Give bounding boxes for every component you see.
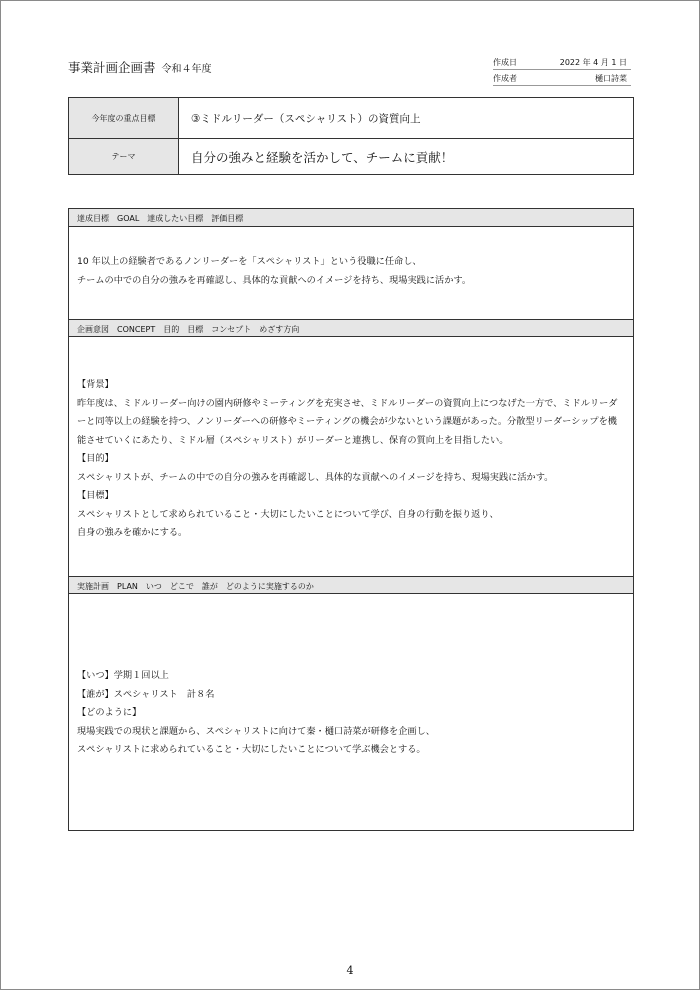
goal-section-body — [77, 253, 625, 290]
focus-label: 今年度の重点目標 — [69, 98, 179, 139]
author-label: 作成者 — [493, 74, 517, 83]
objective-line: 自身の強みを確かにする。 — [77, 527, 188, 538]
goal-line: 10 年以上の経験者であるノンリーダーを「スペシャリスト」という役職に任命し、 — [77, 256, 422, 267]
concept-section-body — [77, 376, 625, 543]
page-number: 4 — [346, 964, 354, 977]
plan-section-heading: 実施計画 PLAN いつ どこで 誰が どのように実施するのか — [69, 576, 633, 594]
plan-section-body — [77, 667, 625, 760]
plan-when: 【いつ】学期１回以上 — [77, 670, 169, 681]
creation-date-value: 2022 年 4 月 1 日 — [559, 58, 627, 67]
theme-value: 自分の強みと経験を活かして、チームに貢献！ — [179, 139, 634, 175]
objective-line: スペシャリストとして求められていること・大切にしたいことについて学び、自身の行動を振り返り、 — [77, 508, 499, 520]
creation-date-row — [493, 56, 631, 70]
author-row — [493, 72, 631, 86]
creation-date-label: 作成日 — [493, 58, 517, 67]
plan-sheet — [68, 208, 634, 831]
background-label: 【背景】 — [77, 379, 114, 390]
plan-how-label: 【どのように】 — [77, 707, 142, 718]
title-text: 事業計画企画書 — [68, 60, 156, 75]
goal-section-heading: 達成目標 GOAL 達成したい目標 評価目標 — [69, 209, 633, 227]
author-value: 樋口詩菜 — [595, 74, 627, 83]
purpose-label: 【目的】 — [77, 453, 114, 464]
fiscal-year: 令和４年度 — [161, 64, 212, 75]
focus-value: ③ミドルリーダー（スペシャリスト）の資質向上 — [179, 98, 634, 139]
plan-how-line: スペシャリストに求められていること・大切にしたいことについて学ぶ機会とする。 — [77, 744, 426, 755]
goal-line: チームの中での自分の強みを再確認し、具体的な貢献へのイメージを持ち、現場実践に活かす。 — [77, 274, 472, 286]
theme-label: テーマ — [69, 139, 179, 175]
theme-row — [69, 139, 634, 175]
concept-section-heading: 企画意図 CONCEPT 目的 目標 コンセプト めざす方向 — [69, 319, 633, 337]
plan-how-line: 現場実践での現状と課題から、スペシャリストに向けて秦・樋口詩菜が研修を企画し、 — [77, 725, 435, 737]
objective-label: 【目標】 — [77, 490, 114, 501]
document-title — [68, 58, 212, 76]
focus-row — [69, 98, 634, 139]
plan-who: 【誰が】スペシャリスト 計８名 — [77, 688, 215, 700]
purpose-text: スペシャリストが、チームの中での自分の強みを再確認し、具体的な貢献へのイメージを持ち、現場実践に活かす。 — [77, 471, 554, 483]
background-text: 昨年度は、ミドルリーダー向けの園内研修やミーティングを充実させ、ミドルリーダーの資質向上につなげた一方で、ミドルリーダーと同等以上の経験を持つ、ノンリーダーへの研修やミーティングの機会が少ないという課題があった。分散型リーダーシップを機能させていくにあたり、ミドル層（スペシャリスト）がリーダーと連携し、保育の質向上を目指したい。 — [77, 397, 618, 446]
summary-table — [68, 97, 634, 175]
